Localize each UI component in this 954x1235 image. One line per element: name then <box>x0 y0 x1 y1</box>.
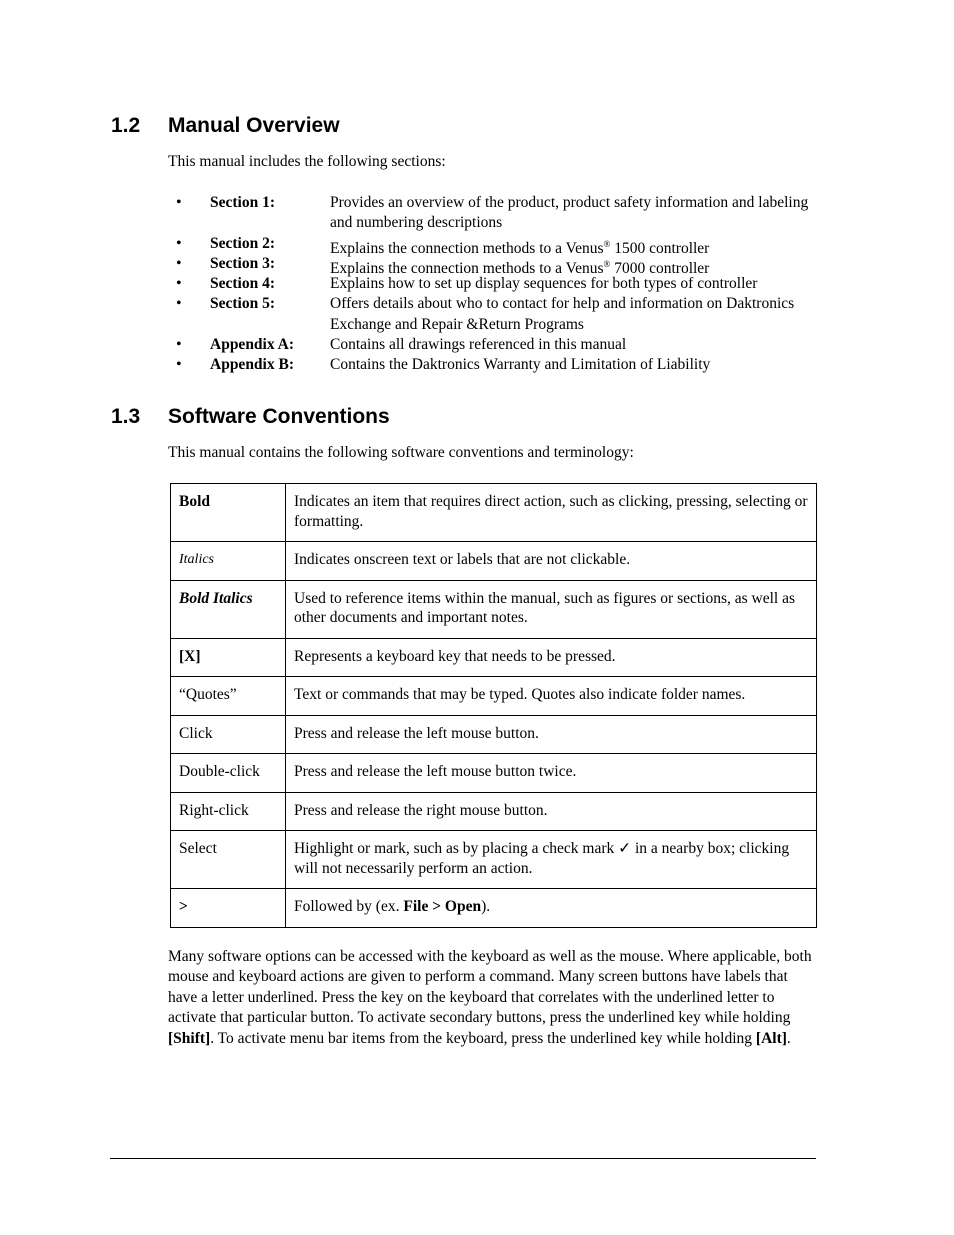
item-label: Section 2: <box>210 234 276 252</box>
table-row <box>171 715 817 754</box>
description-cell: Press and release the left mouse button twice. <box>286 754 817 793</box>
section-title: Software Conventions <box>168 405 390 428</box>
description-cell: Highlight or mark, such as by placing a check mark ✓ in a nearby box; clicking will not necessarily perform an action. <box>286 831 817 889</box>
conventions-intro: This manual contains the following software conventions and terminology: <box>168 444 634 461</box>
item-description: Contains all drawings referenced in this manual <box>330 336 627 354</box>
bullet-icon <box>176 254 196 274</box>
table-row <box>171 792 817 831</box>
term-cell: Bold <box>171 484 286 542</box>
term-cell: > <box>171 889 286 928</box>
item-label: Section 5: <box>210 295 276 313</box>
section-number: 1.2 <box>111 114 141 137</box>
section-heading-software-conventions <box>111 404 390 430</box>
bullet-icon <box>176 355 196 375</box>
term-cell: Bold Italics <box>171 580 286 638</box>
term-cell: Right-click <box>171 792 286 831</box>
description-cell: Followed by (ex. File > Open). <box>286 889 817 928</box>
item-description: Explains the connection methods to a Venus® 7000 controller <box>330 258 710 278</box>
bullet-icon <box>176 294 196 314</box>
description-cell: Indicates onscreen text or labels that are not clickable. <box>286 542 817 581</box>
description-cell: Press and release the right mouse button. <box>286 792 817 831</box>
description-cell: Indicates an item that requires direct action, such as clicking, pressing, selecting or formatting. <box>286 484 817 542</box>
table-row <box>171 542 817 581</box>
table-row <box>171 580 817 638</box>
term-cell: Italics <box>171 542 286 581</box>
bullet-icon <box>176 335 196 355</box>
bullet-icon <box>176 234 196 254</box>
item-description: Provides an overview of the product, product safety information and labeling and numbering descriptions <box>330 194 809 232</box>
term-cell: Select <box>171 831 286 889</box>
table-row <box>171 754 817 793</box>
item-label: Section 4: <box>210 275 276 293</box>
description-cell: Represents a keyboard key that needs to be pressed. <box>286 638 817 677</box>
description-cell: Press and release the left mouse button. <box>286 715 817 754</box>
bullet-icon <box>176 274 196 294</box>
table-row <box>171 831 817 889</box>
footer-divider <box>110 1158 816 1159</box>
sections-intro: This manual includes the following sections: <box>168 153 446 170</box>
table-row <box>171 484 817 542</box>
table-row <box>171 889 817 928</box>
section-heading-manual-overview <box>111 113 340 139</box>
item-label: Appendix B: <box>210 356 294 374</box>
item-description: Contains the Daktronics Warranty and Limitation of Liability <box>330 356 711 374</box>
section-title: Manual Overview <box>168 114 340 137</box>
description-cell: Text or commands that may be typed. Quotes also indicate folder names. <box>286 677 817 716</box>
item-label: Section 1: <box>210 194 276 211</box>
item-description: Offers details about who to contact for help and information on Daktronics Exchange and Repair &Return Programs <box>330 295 795 333</box>
section-number: 1.3 <box>111 405 141 428</box>
description-cell: Used to reference items within the manual, such as figures or sections, as well as other documents and important notes. <box>286 580 817 638</box>
term-cell: “Quotes” <box>171 677 286 716</box>
table-row <box>171 638 817 677</box>
keyboard-shortcuts-paragraph: Many software options can be accessed with the keyboard as well as the mouse. Where applicable, both mouse and keyboard actions are given to perform a command. Many screen buttons have labels that have a letter underlined. Press the key on the keyboard that correlates with the underlined letter to activate that particular button. To activate secondary buttons, press the underlined key while holding [Shift]. To activate menu bar items from the keyboard, press the underlined key while holding [Alt]. <box>168 948 812 1047</box>
term-cell: [X] <box>171 638 286 677</box>
conventions-table <box>170 483 817 928</box>
table-row <box>171 677 817 716</box>
term-cell: Double-click <box>171 754 286 793</box>
bullet-icon <box>176 193 196 213</box>
term-cell: Click <box>171 715 286 754</box>
item-label: Appendix A: <box>210 336 294 354</box>
item-description: Explains the connection methods to a Venus® 1500 controller <box>330 238 710 257</box>
item-label: Section 3: <box>210 254 276 272</box>
item-description: Explains how to set up display sequences for both types of controller <box>330 275 758 293</box>
